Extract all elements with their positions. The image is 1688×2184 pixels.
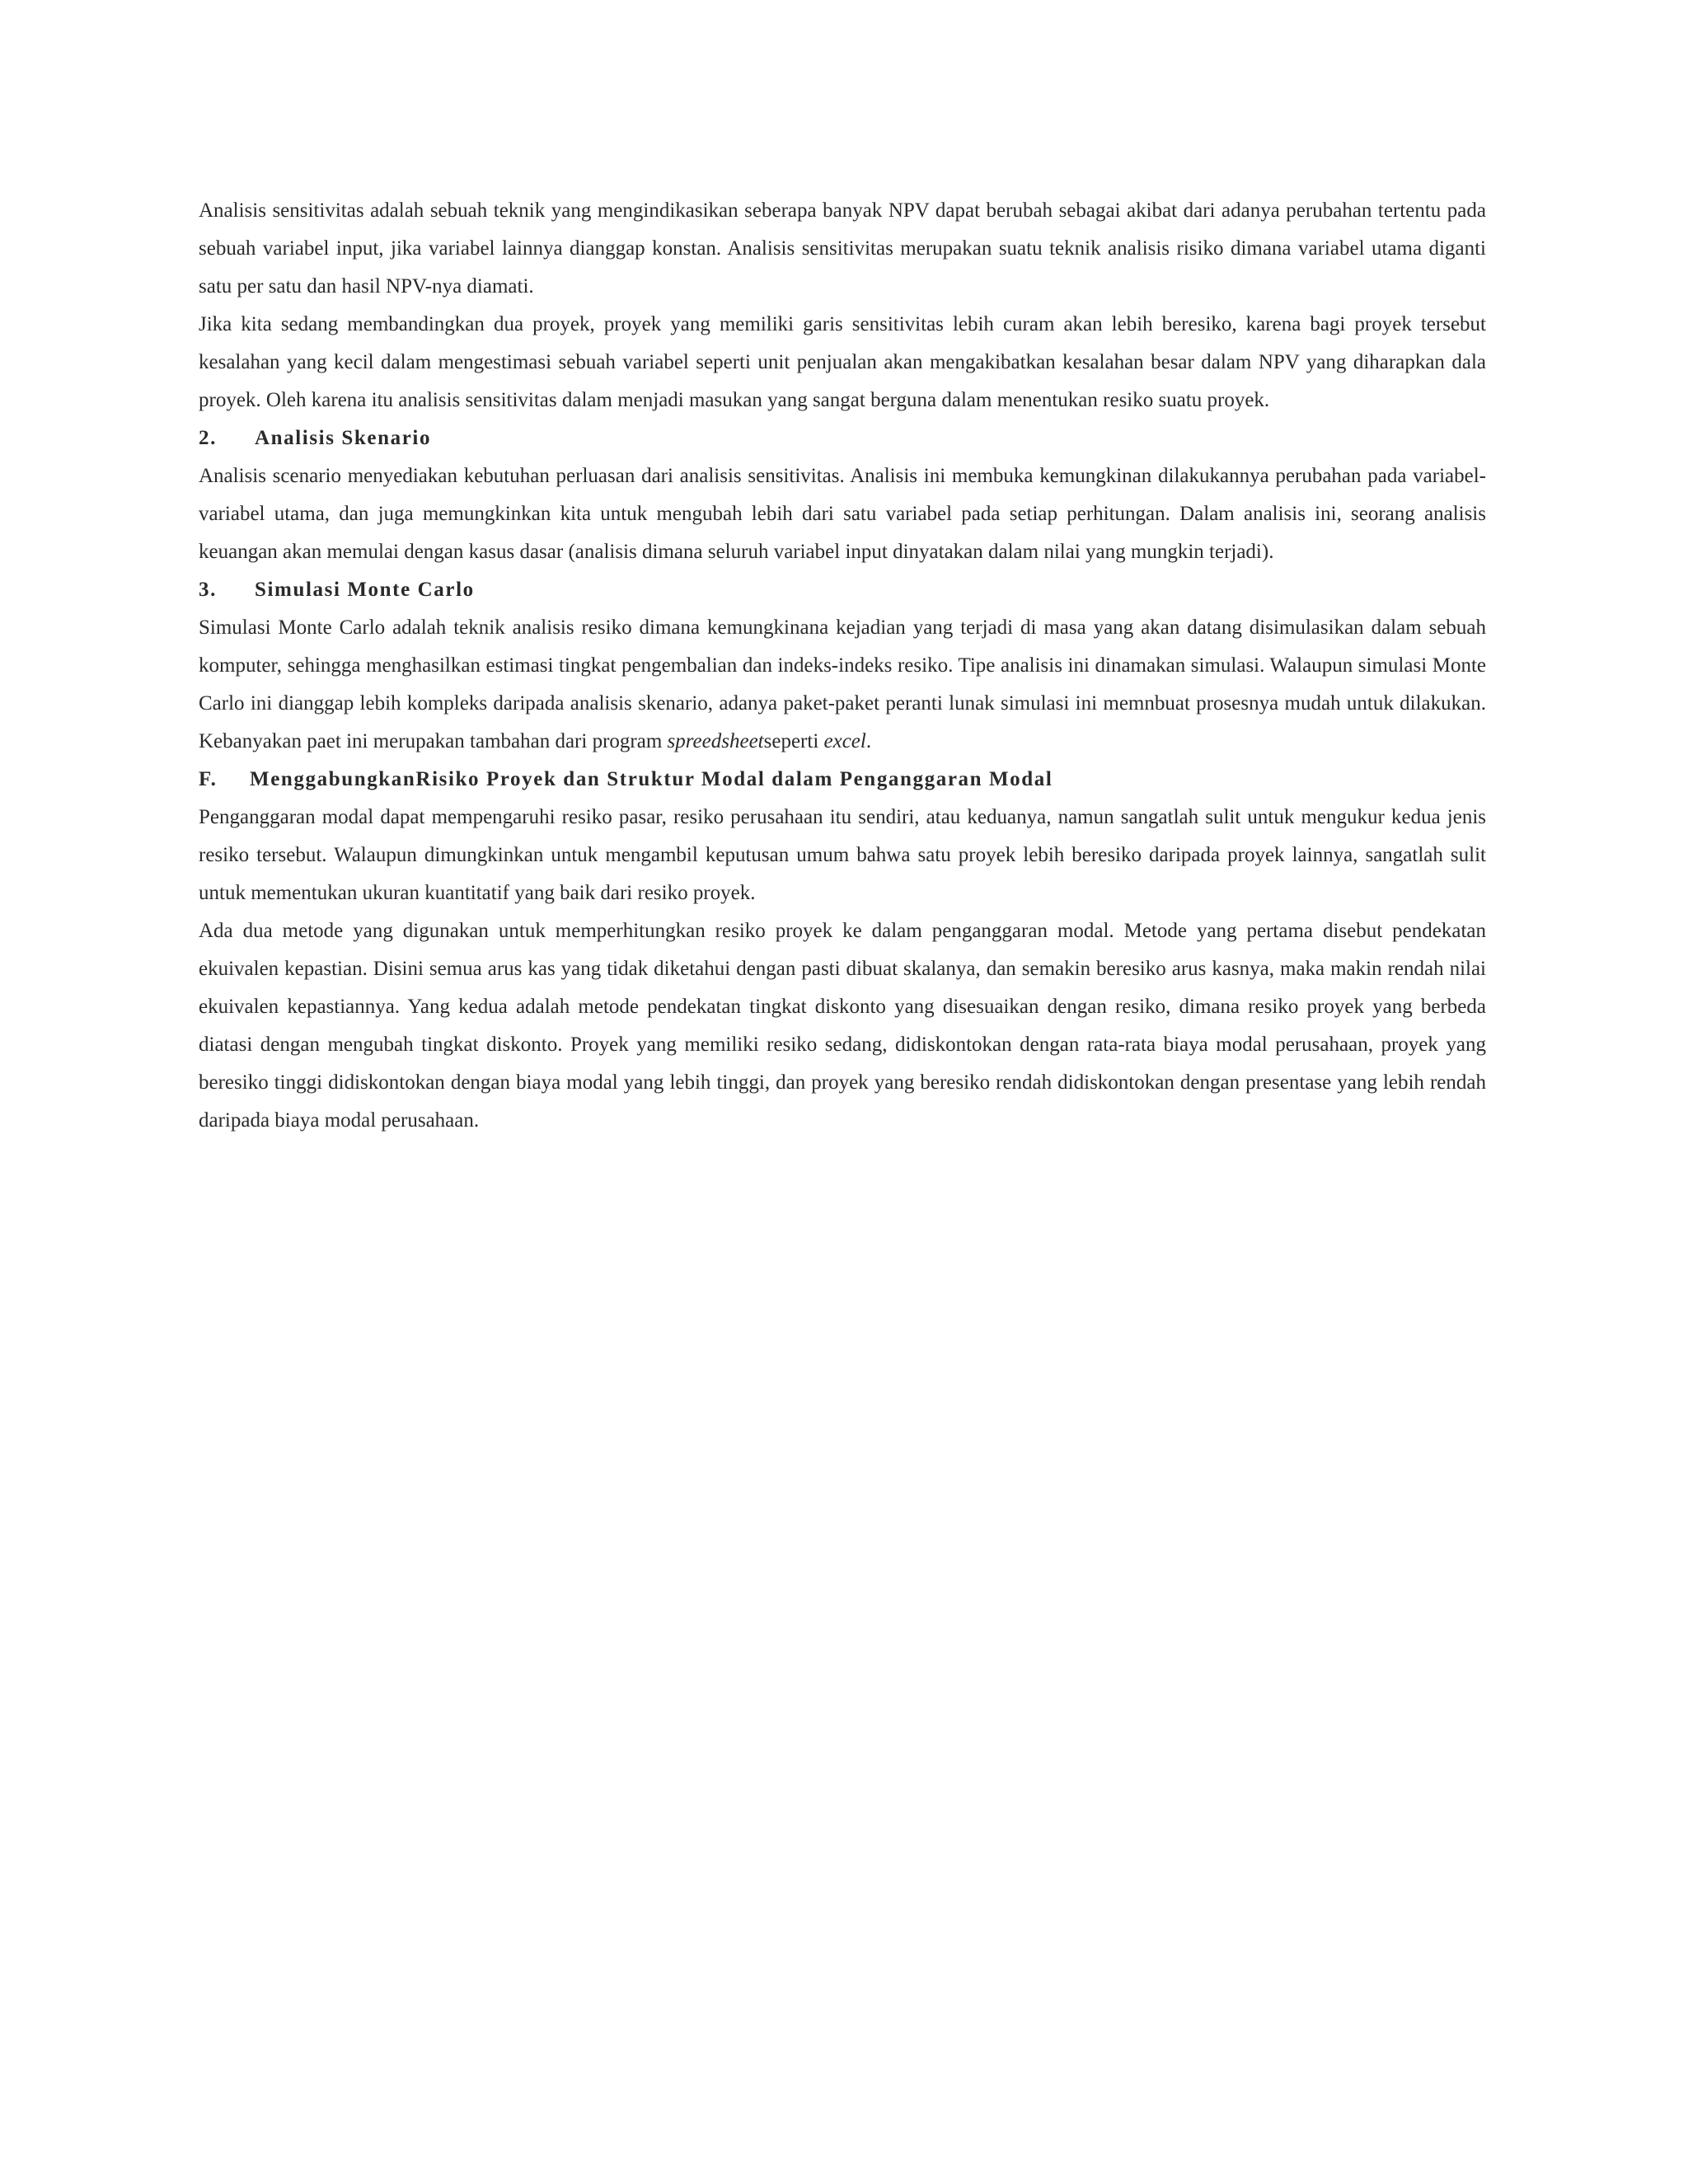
heading-scenario-analysis: [199, 419, 1486, 457]
paragraph-sensitivity-definition: Analisis sensitivitas adalah sebuah teknik yang mengindikasikan seberapa banyak NPV dapat berubah sebagai akibat dari adanya perubahan tertentu pada sebuah variabel input, jika variabel lainnya dianggap konstan. Analisis sensitivitas merupakan suatu teknik analisis risiko dimana variabel utama diganti satu per satu dan hasil NPV-nya diamati.: [199, 199, 1486, 298]
heading-section-f: [199, 761, 1486, 799]
italic-term-spreadsheet: spreedsheet: [667, 730, 764, 752]
document-page: [199, 192, 1486, 1140]
heading-number: 2.: [199, 427, 217, 449]
paragraph-capital-budgeting-risk: Penganggaran modal dapat mempengaruhi resiko pasar, resiko perusahaan itu sendiri, atau keduanya, namun sangatlah sulit untuk mengukur kedua jenis resiko tersebut. Walaupun dimungkinkan untuk mengambil keputusan umum bahwa satu proyek lebih beresiko daripada proyek lainnya, sangatlah sulit untuk mementukan ukuran kuantitatif yang baik dari resiko proyek.: [199, 806, 1486, 904]
heading-title: MenggabungkanRisiko Proyek dan Struktur Modal dalam Penganggaran Modal: [250, 768, 1053, 790]
paragraph-risk-methods: Ada dua metode yang digunakan untuk memperhitungkan resiko proyek ke dalam penganggaran modal. Metode yang pertama disebut pendekatan ekuivalen kepastian. Disini semua arus kas yang tidak diketahui dengan pasti dibuat skalanya, dan semakin beresiko arus kasnya, maka makin rendah nilai ekuivalen kepastiannya. Yang kedua adalah metode pendekatan tingkat diskonto yang disesuaikan dengan resiko, dimana resiko proyek yang berbeda diatasi dengan mengubah tingkat diskonto. Proyek yang memiliki resiko sedang, didiskontokan dengan rata-rata biaya modal perusahaan, proyek yang beresiko tinggi didiskontokan dengan biaya modal yang lebih tinggi, dan proyek yang beresiko rendah didiskontokan dengan presentase yang lebih rendah daripada biaya modal perusahaan.: [199, 920, 1486, 1132]
paragraph-monte-carlo: [199, 609, 1486, 761]
heading-title: Simulasi Monte Carlo: [255, 579, 475, 601]
paragraph-text: .: [865, 730, 872, 752]
heading-number: F.: [199, 768, 218, 790]
paragraph-scenario-analysis: Analisis scenario menyediakan kebutuhan perluasan dari analisis sensitivitas. Analisis ini membuka kemungkinan dilakukannya perubahan pada variabel-variabel utama, dan juga memungkinkan kita untuk mengubah lebih dari satu variabel pada setiap perhitungan. Dalam analisis ini, seorang analisis keuangan akan memulai dengan kasus dasar (analisis dimana seluruh variabel input dinyatakan dalam nilai yang mungkin terjadi).: [199, 465, 1486, 563]
heading-title: Analisis Skenario: [255, 427, 432, 449]
paragraph-text: seperti: [763, 730, 824, 752]
italic-term-excel: excel: [823, 730, 866, 752]
paragraph-text: Simulasi Monte Carlo adalah teknik analisis resiko dimana kemungkinana kejadian yang terjadi di masa yang akan datang disimulasikan dalam sebuah komputer, sehingga menghasilkan estimasi tingkat pengembalian dan indeks-indeks resiko. Tipe analisis ini dinamakan simulasi. Walaupun simulasi Monte Carlo ini dianggap lebih kompleks daripada analisis skenario, adanya paket-paket peranti lunak simulasi ini memnbuat prosesnya mudah untuk dilakukan. Kebanyakan paet ini merupakan tambahan dari program: [199, 616, 1486, 752]
paragraph-sensitivity-comparison: Jika kita sedang membandingkan dua proyek, proyek yang memiliki garis sensitivitas lebih curam akan lebih beresiko, karena bagi proyek tersebut kesalahan yang kecil dalam mengestimasi sebuah variabel seperti unit penjualan akan mengakibatkan kesalahan besar dalam NPV yang diharapkan dala proyek. Oleh karena itu analisis sensitivitas dalam menjadi masukan yang sangat berguna dalam menentukan resiko suatu proyek.: [199, 313, 1486, 411]
heading-monte-carlo: [199, 571, 1486, 609]
heading-number: 3.: [199, 579, 217, 601]
